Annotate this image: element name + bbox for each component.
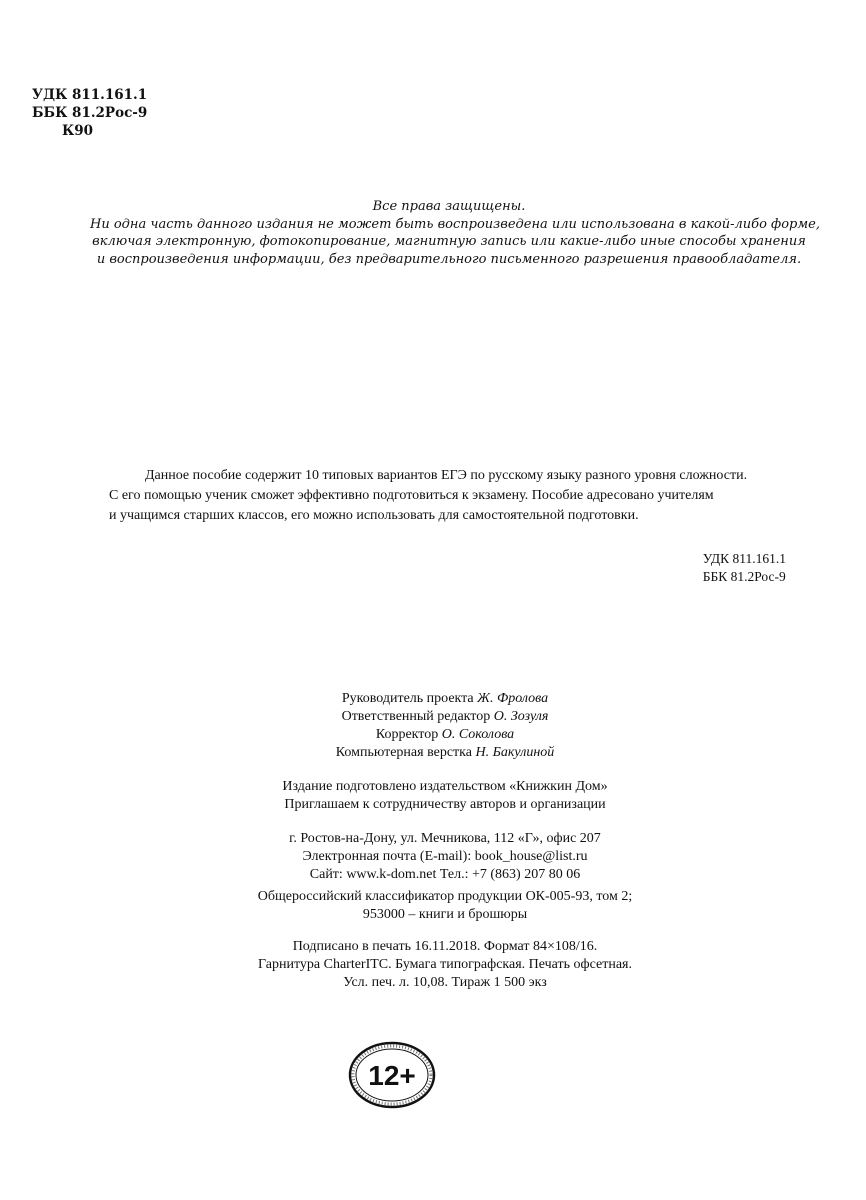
- annotation-paragraph: [109, 466, 789, 526]
- classification-block: [32, 86, 147, 140]
- annotation-line: С его помощью ученик сможет эффективно подготовиться к экзамену. Пособие адресовано учителям: [109, 488, 714, 503]
- print-line: Гарнитура CharterITC. Бумага типографская. Печать офсетная.: [258, 957, 632, 972]
- publisher-line: Издание подготовлено издательством «Книжкин Дом»: [282, 779, 608, 794]
- credit-role: Ответственный редактор: [341, 709, 491, 724]
- site-phone-line: Сайт: www.k-dom.net Тел.: +7 (863) 207 80 06: [309, 867, 581, 882]
- credit-name: О. Зозуля: [493, 709, 549, 724]
- credit-line: [140, 690, 750, 708]
- credit-name: О. Соколова: [441, 727, 515, 742]
- contacts-group: [140, 830, 750, 924]
- rights-notice: [90, 198, 820, 268]
- credit-line: [140, 726, 750, 744]
- credit-line: [140, 744, 750, 762]
- udk-code: УДК 811.161.1: [32, 87, 148, 103]
- credit-role: Руководитель проекта: [341, 691, 474, 706]
- credit-role: Компьютерная верстка: [335, 745, 472, 760]
- credits-group: [140, 690, 750, 762]
- address-line: г. Ростов-на-Дону, ул. Мечникова, 112 «Г», офис 207: [289, 831, 601, 846]
- print-line: Усл. печ. л. 10,08. Тираж 1 500 экз: [343, 975, 547, 990]
- imprint-block: [140, 690, 750, 1008]
- rights-line: и воспроизведения информации, без предварительного письменного разрешения правообладателя.: [96, 251, 802, 267]
- udk-code-right: УДК 811.161.1: [702, 551, 786, 566]
- okp-line: 953000 – книги и брошюры: [362, 907, 528, 922]
- author-code: К90: [62, 123, 94, 139]
- bbk-code-right: ББК 81.2Рос-9: [702, 569, 786, 584]
- annotation-line: и учащимся старших классов, его можно использовать для самостоятельной подготовки.: [109, 508, 639, 523]
- classification-right: [703, 550, 786, 586]
- rights-line: Все права защищены.: [372, 199, 526, 214]
- bbk-code: ББК 81.2Рос-9: [32, 105, 148, 121]
- credit-line: [140, 708, 750, 726]
- credit-name: Ж. Фролова: [477, 691, 549, 706]
- rights-line: включая электронную, фотокопирование, магнитную запись или какие-либо иные способы хранения: [92, 234, 806, 249]
- publisher-group: [140, 778, 750, 814]
- email-line: Электронная почта (E-mail): book_house@list.ru: [302, 849, 588, 864]
- credit-name: Н. Бакулиной: [475, 745, 555, 760]
- age-rating-text: 12+: [368, 1060, 416, 1091]
- credit-role: Корректор: [375, 727, 439, 742]
- rights-line: Ни одна часть данного издания не может быть воспроизведена или использована в какой-либо форме,: [90, 216, 820, 232]
- print-group: [140, 938, 750, 992]
- print-line: Подписано в печать 16.11.2018. Формат 84×108/16.: [292, 939, 598, 954]
- okp-line: Общероссийский классификатор продукции ОК-005-93, том 2;: [257, 889, 633, 904]
- publisher-line: Приглашаем к сотрудничеству авторов и организации: [284, 797, 606, 812]
- age-rating-stamp: [348, 1041, 436, 1109]
- annotation-line: Данное пособие содержит 10 типовых вариантов ЕГЭ по русскому языку разного уровня сложности.: [145, 468, 748, 483]
